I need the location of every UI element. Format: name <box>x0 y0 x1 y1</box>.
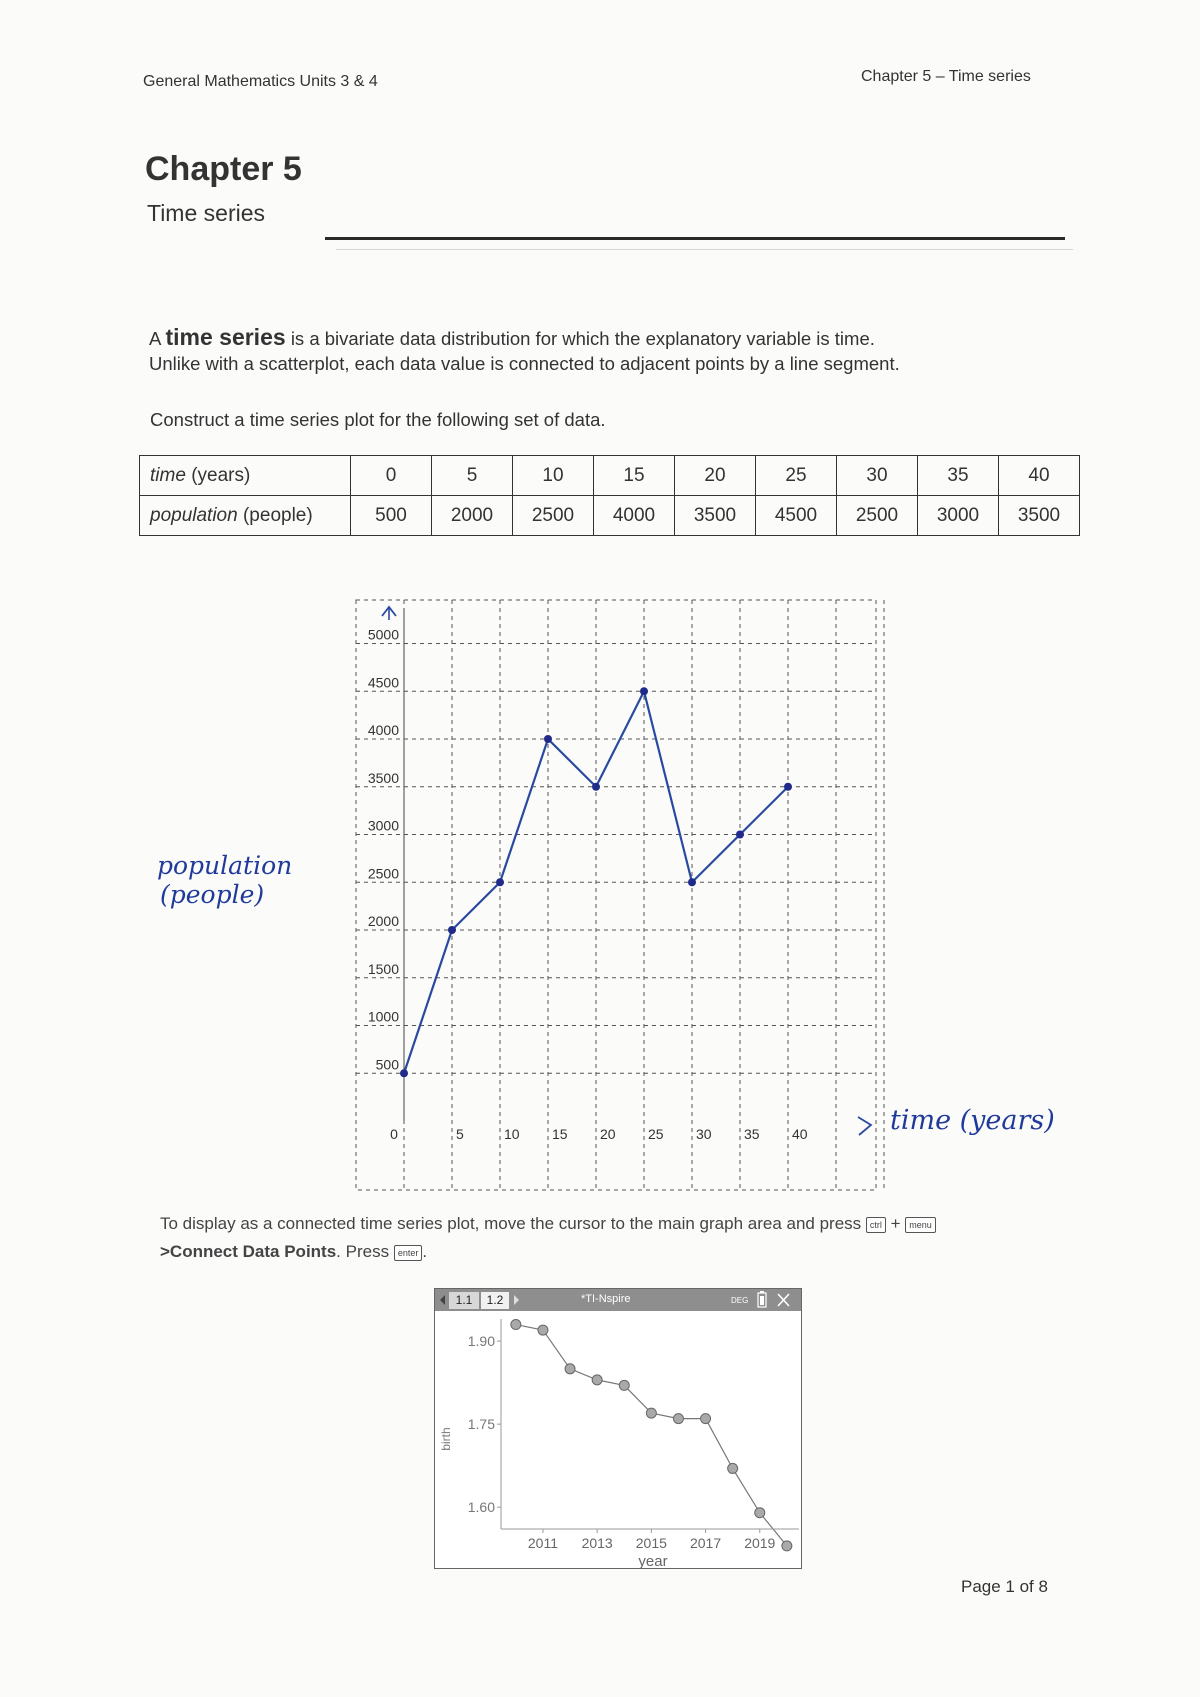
ctrl-key: ctrl <box>866 1217 886 1233</box>
plus-sign: + <box>890 1214 901 1233</box>
x-tick-label: 30 <box>696 1126 712 1142</box>
calc-data-point <box>619 1380 629 1390</box>
data-point <box>448 926 456 934</box>
calculator-screenshot <box>434 1288 802 1569</box>
instruction-text: Construct a time series plot for the following set of data. <box>150 409 606 430</box>
calc-y-tick-label: 1.60 <box>467 1499 495 1516</box>
chart-grid <box>356 600 884 1190</box>
data-point <box>688 878 696 886</box>
table-cell: 0 <box>351 456 432 496</box>
calc-x-tick-label: 2013 <box>581 1535 613 1551</box>
y-tick-label: 4000 <box>367 722 399 738</box>
page-number: Page 1 of 8 <box>961 1577 1048 1596</box>
x-axis-label: time (years) <box>890 1105 1055 1136</box>
close-icon[interactable] <box>774 1289 794 1311</box>
calc-data-point <box>592 1375 602 1385</box>
calc-x-tick-label: 2011 <box>527 1535 558 1551</box>
chapter-subtitle: Time series <box>147 200 265 226</box>
data-point <box>400 1069 408 1077</box>
calc-data-point <box>673 1414 683 1424</box>
menu-path: >Connect Data Points <box>160 1242 337 1261</box>
data-point <box>736 831 744 839</box>
battery-icon <box>755 1289 769 1311</box>
calc-data-points <box>511 1320 792 1551</box>
course-header: General Mathematics Units 3 & 4 <box>143 73 378 90</box>
title-rule-shadow <box>336 249 1073 250</box>
x-tick-labels <box>390 1126 808 1142</box>
menu-key: menu <box>905 1217 936 1233</box>
nspire-text: To display as a connected time series plot, move the cursor to the main graph area and press <box>160 1214 862 1233</box>
table-cell: 2500 <box>513 496 594 536</box>
table-cell: 3500 <box>999 496 1080 536</box>
tab-right-arrow-icon <box>511 1289 523 1311</box>
calc-x-tick-label: 2015 <box>635 1535 667 1551</box>
y-axis-label-line2: (people) <box>160 880 265 909</box>
data-point <box>640 687 648 695</box>
nspire-instructions <box>160 1210 936 1266</box>
calc-data-point <box>701 1414 711 1424</box>
chapter-header: Chapter 5 – Time series <box>861 68 1031 85</box>
calc-tab-1-2[interactable]: 1.2 <box>481 1292 509 1309</box>
data-point <box>544 735 552 743</box>
y-tick-label: 3500 <box>367 769 399 786</box>
definition-line-2: Unlike with a scatterplot, each data value is connected to adjacent points by a line segment. <box>149 353 900 374</box>
row-label-var: time <box>150 464 186 486</box>
x-tick-label: 5 <box>456 1126 464 1142</box>
y-tick-label: 5000 <box>367 626 399 643</box>
y-tick-label: 3000 <box>367 817 399 834</box>
table-cell: 3000 <box>918 496 999 536</box>
x-tick-label: 40 <box>792 1126 808 1142</box>
y-tick-label: 2500 <box>367 865 399 882</box>
enter-key: enter <box>394 1245 423 1261</box>
table-cell: 4500 <box>756 496 837 536</box>
time-series-chart <box>0 590 1200 1200</box>
tab-left-arrow-icon <box>436 1289 448 1311</box>
table-cell: 5 <box>432 456 513 496</box>
table-row-population <box>140 496 1080 536</box>
definition-article: A <box>149 328 161 349</box>
calc-data-point <box>565 1364 575 1374</box>
row-label-time <box>140 456 351 496</box>
y-axis-label-line1: population <box>157 851 293 880</box>
y-tick-label: 2000 <box>367 913 399 929</box>
calc-tab-1-1[interactable]: 1.1 <box>449 1292 479 1309</box>
calc-y-ticks <box>468 1333 501 1515</box>
calc-x-ticks <box>528 1529 776 1551</box>
x-axis-arrow-icon <box>858 1117 871 1135</box>
chapter-title: Chapter 5 <box>145 150 302 188</box>
calc-y-axis-label: birth <box>439 1427 453 1451</box>
calc-data-point <box>728 1463 738 1473</box>
table-cell: 20 <box>675 456 756 496</box>
table-cell: 3500 <box>675 496 756 536</box>
row-label-unit: (years) <box>191 464 251 486</box>
calc-graph <box>435 1311 801 1568</box>
table-cell: 10 <box>513 456 594 496</box>
definition-text: is a bivariate data distribution for which the explanatory variable is time. <box>290 328 875 349</box>
table-cell: 35 <box>918 456 999 496</box>
calc-x-axis-label: year <box>638 1553 668 1568</box>
row-label-unit: (people) <box>242 504 313 526</box>
table-cell: 4000 <box>594 496 675 536</box>
press-text: . Press <box>336 1242 390 1261</box>
definition-term: time series <box>165 324 286 350</box>
y-tick-label: 1500 <box>367 960 399 977</box>
data-point <box>784 783 792 791</box>
table-cell: 30 <box>837 456 918 496</box>
table-cell: 15 <box>594 456 675 496</box>
calc-x-tick-label: 2019 <box>744 1535 776 1551</box>
table-cell: 2000 <box>432 496 513 536</box>
table-row-time <box>140 456 1080 496</box>
calc-series-line <box>516 1325 787 1546</box>
calc-y-tick-label: 1.90 <box>467 1333 495 1350</box>
data-point <box>592 783 600 791</box>
table-cell: 25 <box>756 456 837 496</box>
table-cell: 2500 <box>837 496 918 536</box>
x-tick-label: 25 <box>648 1126 664 1142</box>
calc-data-point <box>755 1508 765 1518</box>
y-tick-labels <box>368 627 399 1073</box>
calc-data-point <box>538 1325 548 1335</box>
calc-data-point <box>646 1408 656 1418</box>
data-point <box>496 878 504 886</box>
chart-frame <box>356 600 876 1190</box>
calc-y-tick-label: 1.75 <box>467 1416 495 1433</box>
calc-data-point <box>782 1541 792 1551</box>
row-label-population <box>140 496 351 536</box>
end-period: . <box>422 1242 428 1261</box>
x-tick-label: 35 <box>744 1126 760 1142</box>
calc-data-point <box>511 1320 521 1330</box>
calc-app-name: *TI-Nspire <box>581 1293 631 1305</box>
y-tick-label: 1000 <box>367 1008 399 1025</box>
table-cell: 40 <box>999 456 1080 496</box>
calculator-tab-bar <box>435 1289 801 1311</box>
calc-x-tick-label: 2017 <box>689 1535 722 1551</box>
y-tick-label: 4500 <box>367 674 399 691</box>
y-tick-label: 500 <box>375 1056 399 1073</box>
x-tick-label: 10 <box>504 1126 520 1142</box>
data-table <box>139 455 1080 536</box>
x-tick-label: 15 <box>552 1126 568 1142</box>
calc-angle-mode: DEG <box>731 1296 749 1305</box>
title-rule <box>325 237 1065 240</box>
definition-line <box>149 324 875 351</box>
table-cell: 500 <box>351 496 432 536</box>
row-label-var: population <box>150 504 238 526</box>
x-tick-label: 20 <box>600 1126 616 1142</box>
x-tick-label: 0 <box>390 1126 398 1142</box>
